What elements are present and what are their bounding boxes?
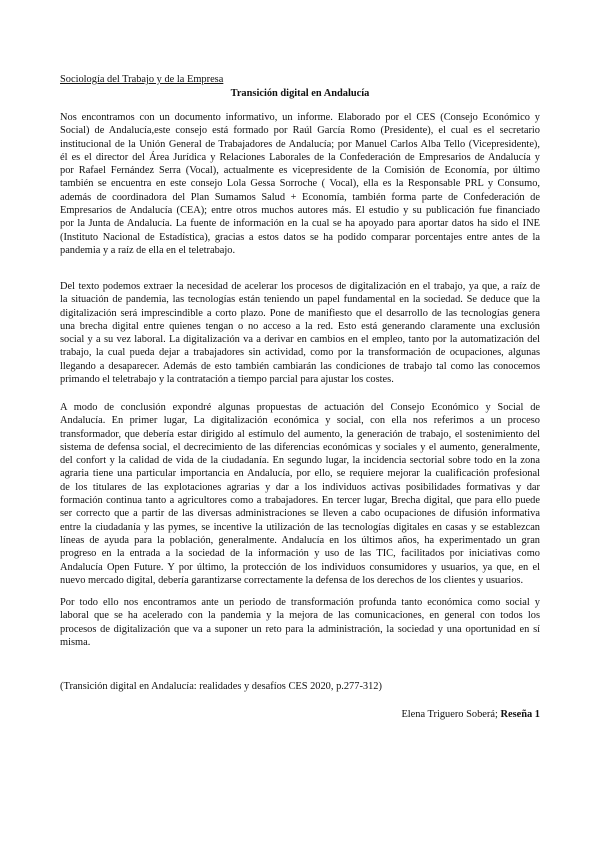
text-line: (Instituto Nacional de Estadística), gracias a estos datos se ha podido comparar porcentajes entre antes de la bbox=[60, 231, 540, 243]
text-line: procesos de digitalización que va a suponer un reto para la administración, la sociedad y una oportunidad en sí bbox=[60, 623, 540, 635]
text-line: formación continua tanto a agricultores como a trabajadores. En tercer lugar, Brecha digital, que para ello puede bbox=[60, 495, 540, 507]
text-line: Nos encontramos con un documento informativo, un informe. Elaborado por el CES (Consejo Económico y bbox=[60, 112, 540, 123]
text-line: laboral que se ha acelerado con la pandemia y la mejora de las comunicaciones, en general con todos los bbox=[60, 610, 540, 622]
text-line: transformador, que debería estar dirigido al estímulo del aumento, la generación de trabajo, el sostenimiento del bbox=[60, 428, 540, 440]
text-line: él es el director del Área Jurídica y Relaciones Laborales de la Confederación de Empresarios de Andalucía y bbox=[60, 151, 540, 163]
text-line: ser correcto que a partir de las diversas administraciones se lleven a cabo ocupaciones de difusión informativa bbox=[60, 508, 540, 520]
text-line: del confort y la calidad de vida de la ciudadanía. En segundo lugar, la incidencia sectorial sobre todo en la zona bbox=[60, 455, 540, 467]
text-line: además de coordinadora del Plan Sumamos Salud + Economía, también forma parte de Confederación de bbox=[60, 191, 540, 203]
text-line: progreso en la entrada a la sociedad de la información y uso de las TIC, facilitados por iniciativas como bbox=[60, 548, 540, 560]
text-line: también se encuentra en este consejo Lola Gessa Sorroche ( Vocal), ella es la Responsable PRL y Consumo, bbox=[60, 178, 540, 190]
text-line: institucional de la Unión General de Trabajadores de Andalucía; por Manuel Carlos Alba Tello (Vicepresidente), bbox=[60, 138, 540, 150]
paragraph-analysis bbox=[60, 280, 540, 386]
citation: (Transición digital en Andalucía: realidades y desafíos CES 2020, p.277-312) bbox=[60, 681, 382, 692]
text-line: Social) de Andalucía,este consejo está formado por Raúl García Romo (Presidente), el cual es el secretario bbox=[60, 125, 540, 137]
text-line: por la Junta de Andalucía. La fuente de información en la cual se ha apoyado para aportar datos ha sido el INE bbox=[60, 218, 540, 230]
text-line: Por todo ello nos encontramos ante un periodo de transformación profunda tanto económica como social y bbox=[60, 597, 540, 608]
document-title: Transición digital en Andalucía bbox=[230, 88, 370, 99]
text-line: entre la ciudadanía y las pymes, se incentive la utilización de las tecnologías digitales en casas y se establezcan bbox=[60, 521, 540, 533]
text-line: sistema de defensa social, el decrecimiento de las diferencias económicas y sociales y el aumento, generalmente, bbox=[60, 441, 540, 453]
text-line: líneas de ayuda para la población, generalmente. Andalucía en los últimos años, ha experimentado un gran bbox=[60, 534, 540, 546]
text-line: por Rafael Fernández Serra (Vocal), actualmente es vicepresidente de la Comisión de Economía, por último bbox=[60, 165, 540, 177]
text-line: pandemia y a raíz de ella en el teletrabajo. bbox=[60, 244, 236, 256]
author-name: Elena Triguero Soberá; bbox=[401, 709, 498, 720]
text-line: Empresarios de Andalucía (CEA); entre otros muchos autores más. El estudio y su publicación fue financiado bbox=[60, 205, 540, 217]
course-header: Sociología del Trabajo y de la Empresa bbox=[60, 74, 224, 85]
text-line: social y a su vez laboral. La digitalización va a derivar en cambios en el empleo, tanto por la automatización del bbox=[60, 334, 540, 346]
review-label: Reseña 1 bbox=[500, 709, 540, 720]
text-line: primando el teletrabajo y la contratación a tiempo parcial para ajustar los costes. bbox=[60, 374, 394, 386]
text-line: llegando a desaparecer. Además de esto también cambiarán las condiciones de trabajo tal como las conocemos bbox=[60, 360, 540, 372]
paragraph-conclusion bbox=[60, 401, 540, 587]
text-line: agraria tiene una particular importancia en Andalucía, por ello, se requiere mejorar la cualificación profesional bbox=[60, 468, 540, 480]
paragraph-closing bbox=[60, 596, 540, 649]
text-line: Andalucía. En primer lugar, La digitalización económica y social, con ella nos referimos a un proceso bbox=[60, 415, 540, 427]
text-line: A modo de conclusión expondré algunas propuestas de actuación del Consejo Económico y Social de bbox=[60, 402, 540, 413]
text-line: misma. bbox=[60, 636, 91, 648]
text-line: nuevo mercado digital, debería garantizarse correctamente la defensa de los derechos de los clientes y usuarios. bbox=[60, 574, 524, 586]
text-line: una brecha digital entre quienes tengan o no acceso a la red. Esto está generando claramente una exclusión bbox=[60, 320, 540, 332]
text-line: digitalización será imprescindible a corto plazo. Pone de manifiesto que el desarrollo de las tecnologías genera bbox=[60, 307, 540, 319]
text-line: la situación de pandemia, las tecnologías están teniendo un papel fundamental en la sociedad. Se deduce que la bbox=[60, 294, 540, 306]
paragraph-intro bbox=[60, 111, 540, 257]
text-line: Del texto podemos extraer la necesidad de acelerar los procesos de digitalización en el trabajo, ya que, a raíz de bbox=[60, 281, 540, 292]
text-line: Andalucía Open Future. Y por último, la protección de los individuos consumidores y usuarios, ya que, en el bbox=[60, 561, 540, 573]
text-line: de los titulares de las explotaciones agrarias y dar a los individuos activas posibilidades formativas y dar bbox=[60, 481, 540, 493]
text-line: trabajo, la cual pueda dejar a trabajadores sin actividad, como por la transformación de ocupaciones, algunas bbox=[60, 347, 540, 359]
signature bbox=[60, 708, 540, 721]
